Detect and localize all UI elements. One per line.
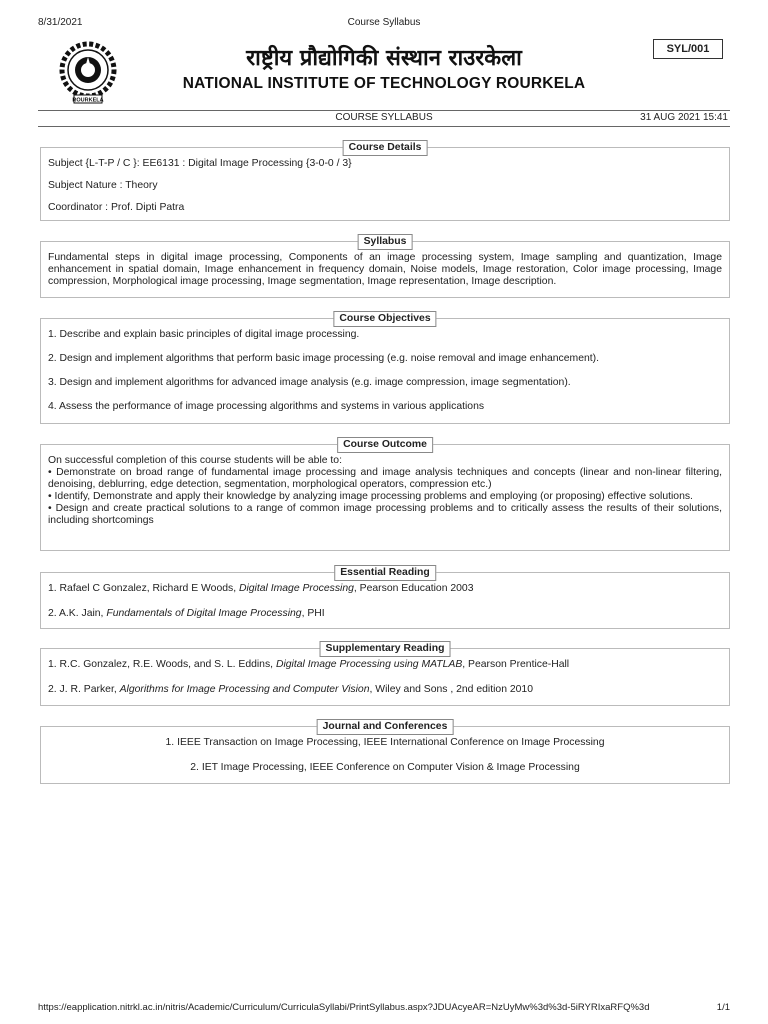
section-label: Supplementary Reading [320,641,451,657]
reference-title: Digital Image Processing using MATLAB [275,659,463,670]
reference-item [48,684,722,696]
outcome-intro: On successful completion of this course students will be able to: [48,455,342,466]
reference-publisher: , Pearson Education 2003 [353,583,474,594]
institute-name-hindi: राष्ट्रीय प्रौद्योगिकी संस्थान राउरकेला [246,46,522,71]
objective-item: 1. Describe and explain basic principles of digital image processing. [48,329,360,340]
reference-authors: 2. A.K. Jain, [48,608,107,619]
outcome-item: • Design and create practical solutions to a range of common image processing problems and to critically assess the results of their solutions, including shortcomings [48,503,722,526]
reference-authors: 2. J. R. Parker, [48,684,120,695]
section-label: Course Outcome [337,437,433,453]
journal-item: 2. IET Image Processing, IEEE Conference on Computer Vision & Image Processing [190,762,580,773]
journals-section [40,721,730,784]
logo-text: ROURKELA [72,97,104,104]
outcome-item: • Demonstrate on broad range of fundamental image processing and image analysis techniques and concepts (linear and non-linear filtering, denoising, deblurring, edge detection, segmentation, morphological operators, compression etc.) [48,467,722,490]
supplementary-reading-section [40,643,730,706]
reference-title: Algorithms for Image Processing and Computer Vision [119,684,370,695]
essential-reading-section [40,567,730,629]
objective-item: 3. Design and implement algorithms for advanced image analysis (e.g. image compression, image segmentation). [48,377,571,388]
reference-publisher: , PHI [301,608,325,619]
print-header [38,17,730,31]
reference-publisher: , Pearson Prentice-Hall [462,659,570,670]
reference-item [48,608,722,620]
subject-line: Subject {L-T-P / C }: EE6131 : Digital Image Processing {3-0-0 / 3} [48,158,352,169]
reference-publisher: , Wiley and Sons , 2nd edition 2010 [369,684,533,695]
section-label: Journal and Conferences [317,719,454,735]
print-title: Course Syllabus [347,17,421,28]
outcome-item: • Identify, Demonstrate and apply their knowledge by analyzing image processing problems and employing (or proposing) effective solutions. [48,491,693,502]
header-rule-bottom [38,126,730,127]
subject-nature: Subject Nature : Theory [48,180,158,191]
syllabus-code-box: SYL/001 [653,39,723,59]
objective-item: 2. Design and implement algorithms that perform basic image processing (e.g. noise removal and image enhancement). [48,353,599,364]
section-label: Course Details [343,140,428,156]
syllabus-section [40,236,730,298]
journal-item: 1. IEEE Transaction on Image Processing, IEEE International Conference on Image Processing [165,737,605,748]
section-label: Essential Reading [334,565,436,581]
institute-name: NATIONAL INSTITUTE OF TECHNOLOGY ROURKELA [182,75,586,92]
reference-title: Fundamentals of Digital Image Processing [106,608,302,619]
header-rule-top [38,110,730,111]
reference-title: Digital Image Processing [238,583,354,594]
reference-authors: 1. Rafael C Gonzalez, Richard E Woods, [48,583,239,594]
section-label: Syllabus [358,234,413,250]
print-date: 8/31/2021 [38,17,83,28]
syllabus-text: Fundamental steps in digital image processing, Components of an image processing system, Image sampling and quantization, Image enhancement in spatial domain, Image enhancement in frequency domain, Noise models, Image restoration, Color image processing, Image compression, Morphological image processing, Image segmentation, Image representation, Image description. [48,252,722,287]
page-number: 1/1 [716,1002,730,1013]
print-footer [38,1002,730,1014]
course-details-section [40,142,730,221]
objective-item: 4. Assess the performance of image processing algorithms and systems in various applications [48,401,485,412]
course-objectives-section [40,313,730,424]
coordinator: Coordinator : Prof. Dipti Patra [48,202,185,213]
section-label: Course Objectives [333,311,436,327]
reference-item [48,583,722,595]
reference-item [48,659,722,671]
page-url: https://eapplication.nitrkl.ac.in/nitris/Academic/Curriculum/CurriculaSyllabi/PrintSyllabus.aspx?JDUAcyeAR=NzUyMw%3d%3d-5iRYRIxaRFQ%3d [38,1002,650,1013]
document-timestamp: 31 AUG 2021 15:41 [640,112,728,123]
institute-logo [56,40,120,104]
reference-authors: 1. R.C. Gonzalez, R.E. Woods, and S. L. Eddins, [48,659,276,670]
document-title: COURSE SYLLABUS [335,112,433,123]
course-outcome-section [40,439,730,551]
